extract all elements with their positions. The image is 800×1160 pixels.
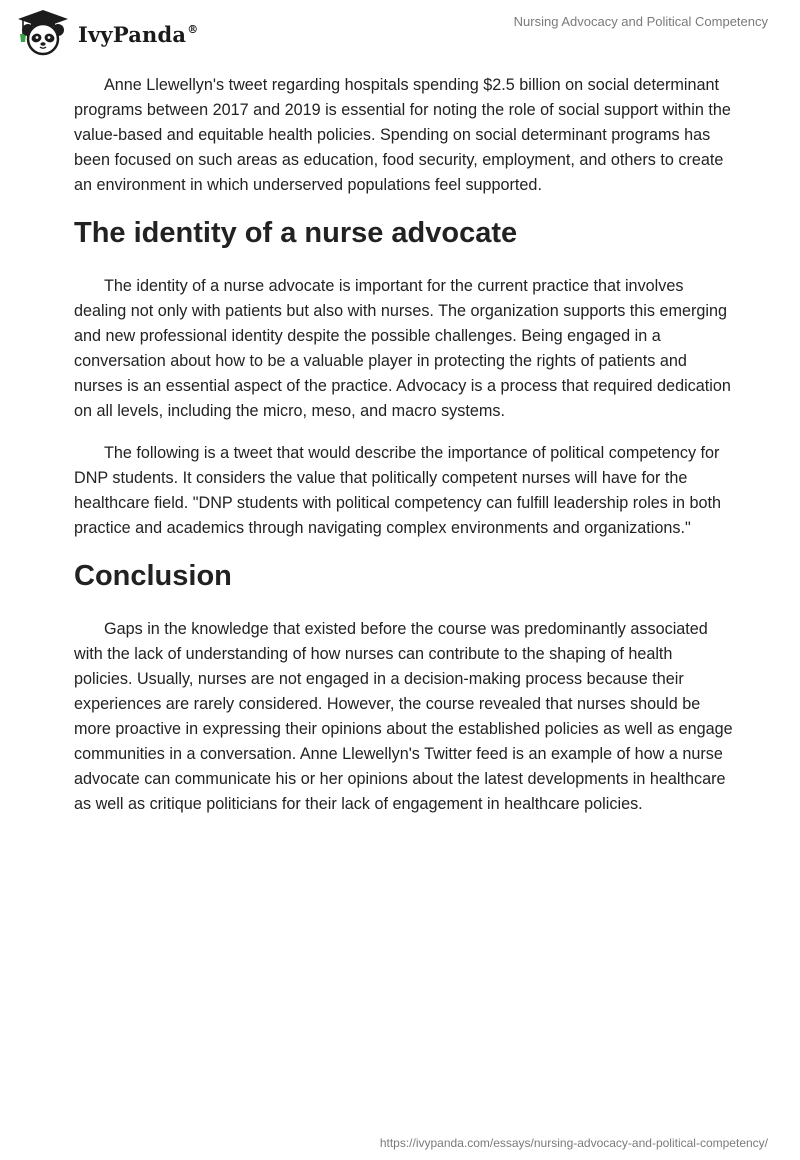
identity-paragraph-1: The identity of a nurse advocate is important for the current practice that involves dealing not only with patients but also with nurses. The organization supports this emerging and new professional identity despite the possible challenges. Being engaged in a conversation about how to be a valuable player in protecting the rights of patients and nurses is an essential aspect of the practice. Advocacy is a process that required dedication on all levels, including the micro, meso, and macro systems. (74, 277, 731, 420)
conclusion-paragraph: Gaps in the knowledge that existed before the course was predominantly associated with the lack of understanding of how nurses can contribute to the shaping of health policies. Usually, nurses are not engaged in a decision-making process because their experiences are rarely considered. However, the course revealed that nurses should be more proactive in expressing their opinions about the established policies as well as engage communities in a conversation. Anne Llewellyn's Twitter feed is an example of how a nurse advocate can communicate his or her opinions about the latest developments in healthcare as well as critique politicians for their lack of engagement in healthcare policies. (74, 620, 733, 813)
section-heading-identity: The identity of a nurse advocate (74, 217, 518, 249)
source-url[interactable]: https://ivypanda.com/essays/nursing-advocacy-and-political-competency/ (379, 1136, 768, 1150)
identity-paragraph-2: The following is a tweet that would describe the importance of political competency for DNP students. It considers the value that politically competent nurses will have for the healthcare field. "DNP students with political competency can fulfill leadership roles in both practice and academics through navigating complex environments and organizations." (74, 444, 721, 537)
ivypanda-logo[interactable] (14, 8, 198, 56)
document-title: Nursing Advocacy and Political Competency (513, 14, 768, 29)
registered-mark: ® (187, 22, 199, 36)
panda-graduate-icon (14, 8, 72, 56)
section-heading-conclusion: Conclusion (74, 560, 232, 592)
intro-paragraph: Anne Llewellyn's tweet regarding hospitals spending $2.5 billion on social determinant programs between 2017 and 2019 is essential for noting the role of social support within the value-based and equitable health policies. Spending on social determinant programs has been focused on such areas as education, food security, employment, and others to create an environment in which underserved populations feel supported. (74, 76, 731, 194)
essay-content (74, 73, 734, 834)
page-header (0, 0, 800, 70)
logo-text: IvyPanda® (78, 21, 199, 47)
